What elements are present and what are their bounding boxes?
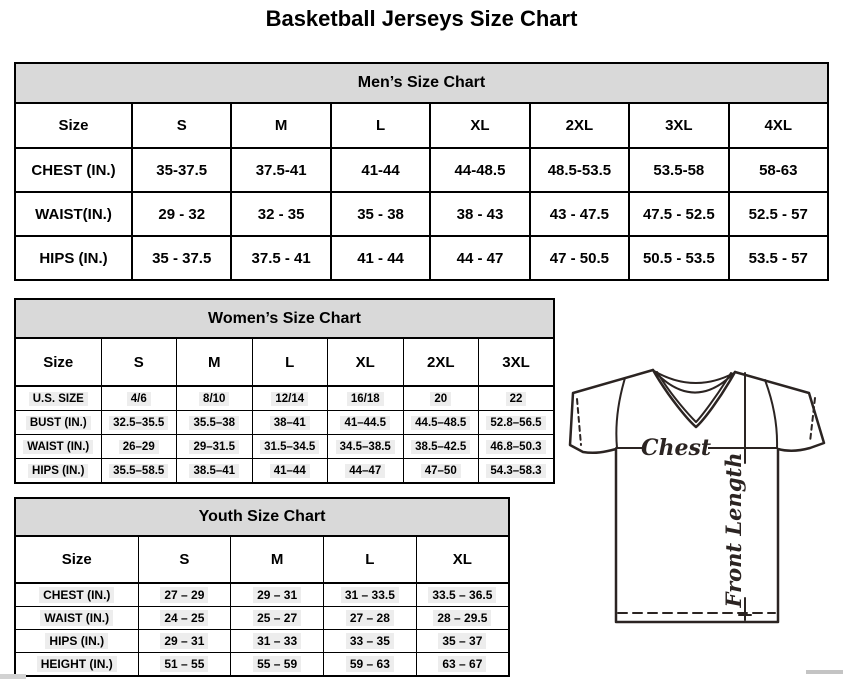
column-header: Size [15, 103, 132, 148]
size-cell: 55 – 59 [231, 653, 324, 677]
size-cell: 29 - 32 [132, 192, 231, 236]
column-header: 3XL [479, 338, 555, 386]
cuff-dash-left [577, 399, 581, 445]
column-header: XL [430, 103, 529, 148]
chest-label: Chest [640, 435, 712, 461]
youth-size-table [14, 497, 510, 677]
size-cell: 35 - 37.5 [132, 236, 231, 280]
womens-table-title: Women’s Size Chart [15, 299, 554, 338]
size-cell: 41–44 [252, 459, 328, 484]
size-cell: 26–29 [101, 435, 177, 459]
size-cell: 32 - 35 [231, 192, 330, 236]
size-cell: 38–41 [252, 411, 328, 435]
size-cell: 34.5–38.5 [328, 435, 404, 459]
table-row [15, 192, 828, 236]
column-header: S [101, 338, 177, 386]
column-header-row [15, 536, 509, 583]
size-cell: 35.5–58.5 [101, 459, 177, 484]
size-cell: 22 [479, 386, 555, 411]
column-header: Size [15, 338, 101, 386]
mens-table-title: Men’s Size Chart [15, 63, 828, 103]
table-title-row [15, 498, 509, 536]
row-label: CHEST (IN.) [15, 148, 132, 192]
column-header: 4XL [729, 103, 828, 148]
armhole-seam-right [765, 380, 777, 448]
size-cell: 41–44.5 [328, 411, 404, 435]
size-cell: 47.5 - 52.5 [629, 192, 728, 236]
size-cell: 16/18 [328, 386, 404, 411]
table-row [15, 630, 509, 653]
size-cell: 54.3–58.3 [479, 459, 555, 484]
youth-table-title: Youth Size Chart [15, 498, 509, 536]
size-cell: 48.5-53.5 [530, 148, 629, 192]
mens-size-table [14, 62, 829, 281]
size-cell: 52.5 - 57 [729, 192, 828, 236]
column-header: M [231, 536, 324, 583]
jersey-measurement-diagram [557, 363, 839, 625]
size-cell: 53.5-58 [629, 148, 728, 192]
size-cell: 33 – 35 [324, 630, 417, 653]
size-cell: 63 – 67 [416, 653, 509, 677]
size-cell: 31.5–34.5 [252, 435, 328, 459]
column-header: 2XL [530, 103, 629, 148]
table-row [15, 435, 554, 459]
size-cell: 43 - 47.5 [530, 192, 629, 236]
size-cell: 37.5 - 41 [231, 236, 330, 280]
size-cell: 29 – 31 [138, 630, 231, 653]
size-cell: 47–50 [403, 459, 479, 484]
table-row [15, 607, 509, 630]
size-cell: 41 - 44 [331, 236, 430, 280]
size-cell: 53.5 - 57 [729, 236, 828, 280]
size-cell: 38 - 43 [430, 192, 529, 236]
size-cell: 31 – 33.5 [324, 583, 417, 607]
size-cell: 20 [403, 386, 479, 411]
column-header: XL [328, 338, 404, 386]
size-cell: 37.5-41 [231, 148, 330, 192]
column-header: S [132, 103, 231, 148]
womens-size-table [14, 298, 555, 484]
row-label: WAIST(IN.) [15, 192, 132, 236]
front-length-label: Front Length [721, 452, 746, 608]
table-row [15, 236, 828, 280]
size-cell: 44–47 [328, 459, 404, 484]
table-row [15, 653, 509, 677]
column-header: M [231, 103, 330, 148]
column-header: XL [416, 536, 509, 583]
size-cell: 52.8–56.5 [479, 411, 555, 435]
scrollbar-fragment-left[interactable] [0, 674, 26, 679]
size-cell: 41-44 [331, 148, 430, 192]
size-cell: 35 – 37 [416, 630, 509, 653]
row-label: WAIST (IN.) [15, 607, 138, 630]
row-label: CHEST (IN.) [15, 583, 138, 607]
row-label: WAIST (IN.) [15, 435, 101, 459]
table-title-row [15, 63, 828, 103]
size-cell: 27 – 29 [138, 583, 231, 607]
size-cell: 25 – 27 [231, 607, 324, 630]
size-cell: 4/6 [101, 386, 177, 411]
size-cell: 27 – 28 [324, 607, 417, 630]
size-cell: 24 – 25 [138, 607, 231, 630]
table-row [15, 459, 554, 484]
column-header-row [15, 103, 828, 148]
size-cell: 50.5 - 53.5 [629, 236, 728, 280]
size-cell: 33.5 – 36.5 [416, 583, 509, 607]
table-row [15, 386, 554, 411]
scrollbar-fragment-right[interactable] [806, 670, 843, 674]
size-cell: 38.5–42.5 [403, 435, 479, 459]
size-cell: 35.5–38 [177, 411, 253, 435]
table-row [15, 148, 828, 192]
column-header: 3XL [629, 103, 728, 148]
jersey-outline [570, 370, 824, 622]
size-cell: 29 – 31 [231, 583, 324, 607]
row-label: U.S. SIZE [15, 386, 101, 411]
size-cell: 44-48.5 [430, 148, 529, 192]
size-cell: 44 - 47 [430, 236, 529, 280]
size-cell: 35 - 38 [331, 192, 430, 236]
size-cell: 59 – 63 [324, 653, 417, 677]
size-cell: 47 - 50.5 [530, 236, 629, 280]
size-cell: 44.5–48.5 [403, 411, 479, 435]
column-header: L [324, 536, 417, 583]
armhole-seam-left [616, 378, 625, 448]
size-cell: 46.8–50.3 [479, 435, 555, 459]
size-cell: 32.5–35.5 [101, 411, 177, 435]
size-cell: 12/14 [252, 386, 328, 411]
column-header: S [138, 536, 231, 583]
size-cell: 58-63 [729, 148, 828, 192]
row-label: HIPS (IN.) [15, 236, 132, 280]
table-row [15, 583, 509, 607]
row-label: HIPS (IN.) [15, 630, 138, 653]
size-cell: 28 – 29.5 [416, 607, 509, 630]
size-cell: 35-37.5 [132, 148, 231, 192]
column-header: L [252, 338, 328, 386]
row-label: HEIGHT (IN.) [15, 653, 138, 677]
row-label: BUST (IN.) [15, 411, 101, 435]
size-cell: 31 – 33 [231, 630, 324, 653]
column-header: L [331, 103, 430, 148]
size-cell: 38.5–41 [177, 459, 253, 484]
table-row [15, 411, 554, 435]
column-header: Size [15, 536, 138, 583]
size-cell: 51 – 55 [138, 653, 231, 677]
row-label: HIPS (IN.) [15, 459, 101, 484]
size-cell: 8/10 [177, 386, 253, 411]
column-header: 2XL [403, 338, 479, 386]
column-header: M [177, 338, 253, 386]
column-header-row [15, 338, 554, 386]
table-title-row [15, 299, 554, 338]
page-title: Basketball Jerseys Size Chart [265, 6, 578, 31]
size-cell: 29–31.5 [177, 435, 253, 459]
jersey-diagram-svg [557, 363, 839, 625]
